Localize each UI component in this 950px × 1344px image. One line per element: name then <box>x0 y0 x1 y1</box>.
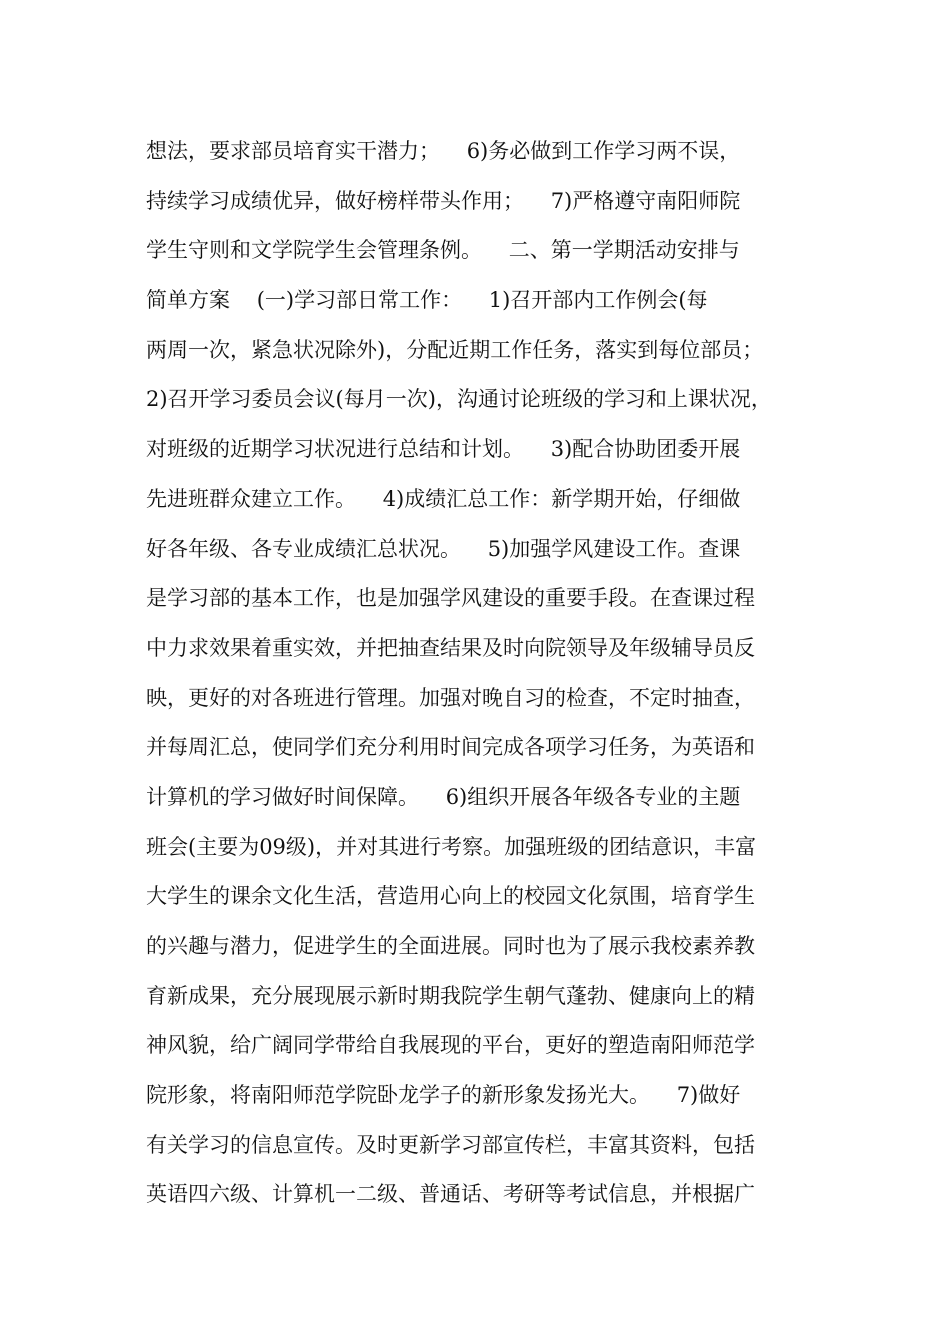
text-line: 育新成果，充分展现展示新时期我院学生朝气蓬勃、健康向上的精 <box>146 983 755 1008</box>
text-line: 持续学习成绩优异，做好榜样带头作用； 7)严格遵守南阳师院 <box>146 188 741 213</box>
text-line: 对班级的近期学习状况进行总结和计划。 3)配合协助团委开展 <box>146 437 741 462</box>
text-line: 有关学习的信息宣传。及时更新学习部宣传栏，丰富其资料，包括 <box>146 1132 755 1157</box>
text-line: 的兴趣与潜力，促进学生的全面进展。同时也为了展示我校素养教 <box>146 934 755 958</box>
text-line: 是学习部的基本工作，也是加强学风建设的重要手段。在查课过程 <box>146 586 755 611</box>
text-line: 神风貌，给广阔同学带给自我展现的平台，更好的塑造南阳师范学 <box>146 1033 755 1058</box>
text-line: 简单方案 (一)学习部日常工作： 1)召开部内工作例会(每 <box>146 288 708 313</box>
text-line: 学生守则和文学院学生会管理条例。 二、第一学期活动安排与 <box>146 238 740 263</box>
text-line: 映，更好的对各班进行管理。加强对晚自习的检查，不定时抽查， <box>146 685 755 710</box>
text-line: 计算机的学习做好时间保障。 6)组织开展各年级各专业的主题 <box>146 784 741 809</box>
text-line: 英语四六级、计算机一二级、普通话、考研等考试信息，并根据广 <box>146 1182 755 1207</box>
text-line: 想法，要求部员培育实干潜力； 6)务必做到工作学习两不误， <box>146 139 741 163</box>
text-line: 中力求效果着重实效，并把抽查结果及时向院领导及年级辅导员反 <box>146 635 755 660</box>
body-text <box>146 133 826 1226</box>
text-line: 并每周汇总，使同学们充分利用时间完成各项学习任务，为英语和 <box>146 735 755 760</box>
text-line: 大学生的课余文化生活，营造用心向上的校园文化氛围，培育学生 <box>146 884 755 909</box>
text-line: 先进班群众建立工作。 4)成绩汇总工作：新学期开始，仔细做 <box>146 486 741 511</box>
text-line: 好各年级、各专业成绩汇总状况。 5)加强学风建设工作。查课 <box>146 536 741 561</box>
text-line: 两周一次，紧急状况除外)，分配近期工作任务，落实到每位部员； <box>146 337 764 362</box>
text-line: 班会(主要为09级)，并对其进行考察。加强班级的团结意识，丰富 <box>146 834 757 859</box>
text-line: 2)召开学习委员会议(每月一次)，沟通讨论班级的学习和上课状况， <box>146 387 772 412</box>
text-line: 院形象，将南阳师范学院卧龙学子的新形象发扬光大。 7)做好 <box>146 1083 741 1108</box>
